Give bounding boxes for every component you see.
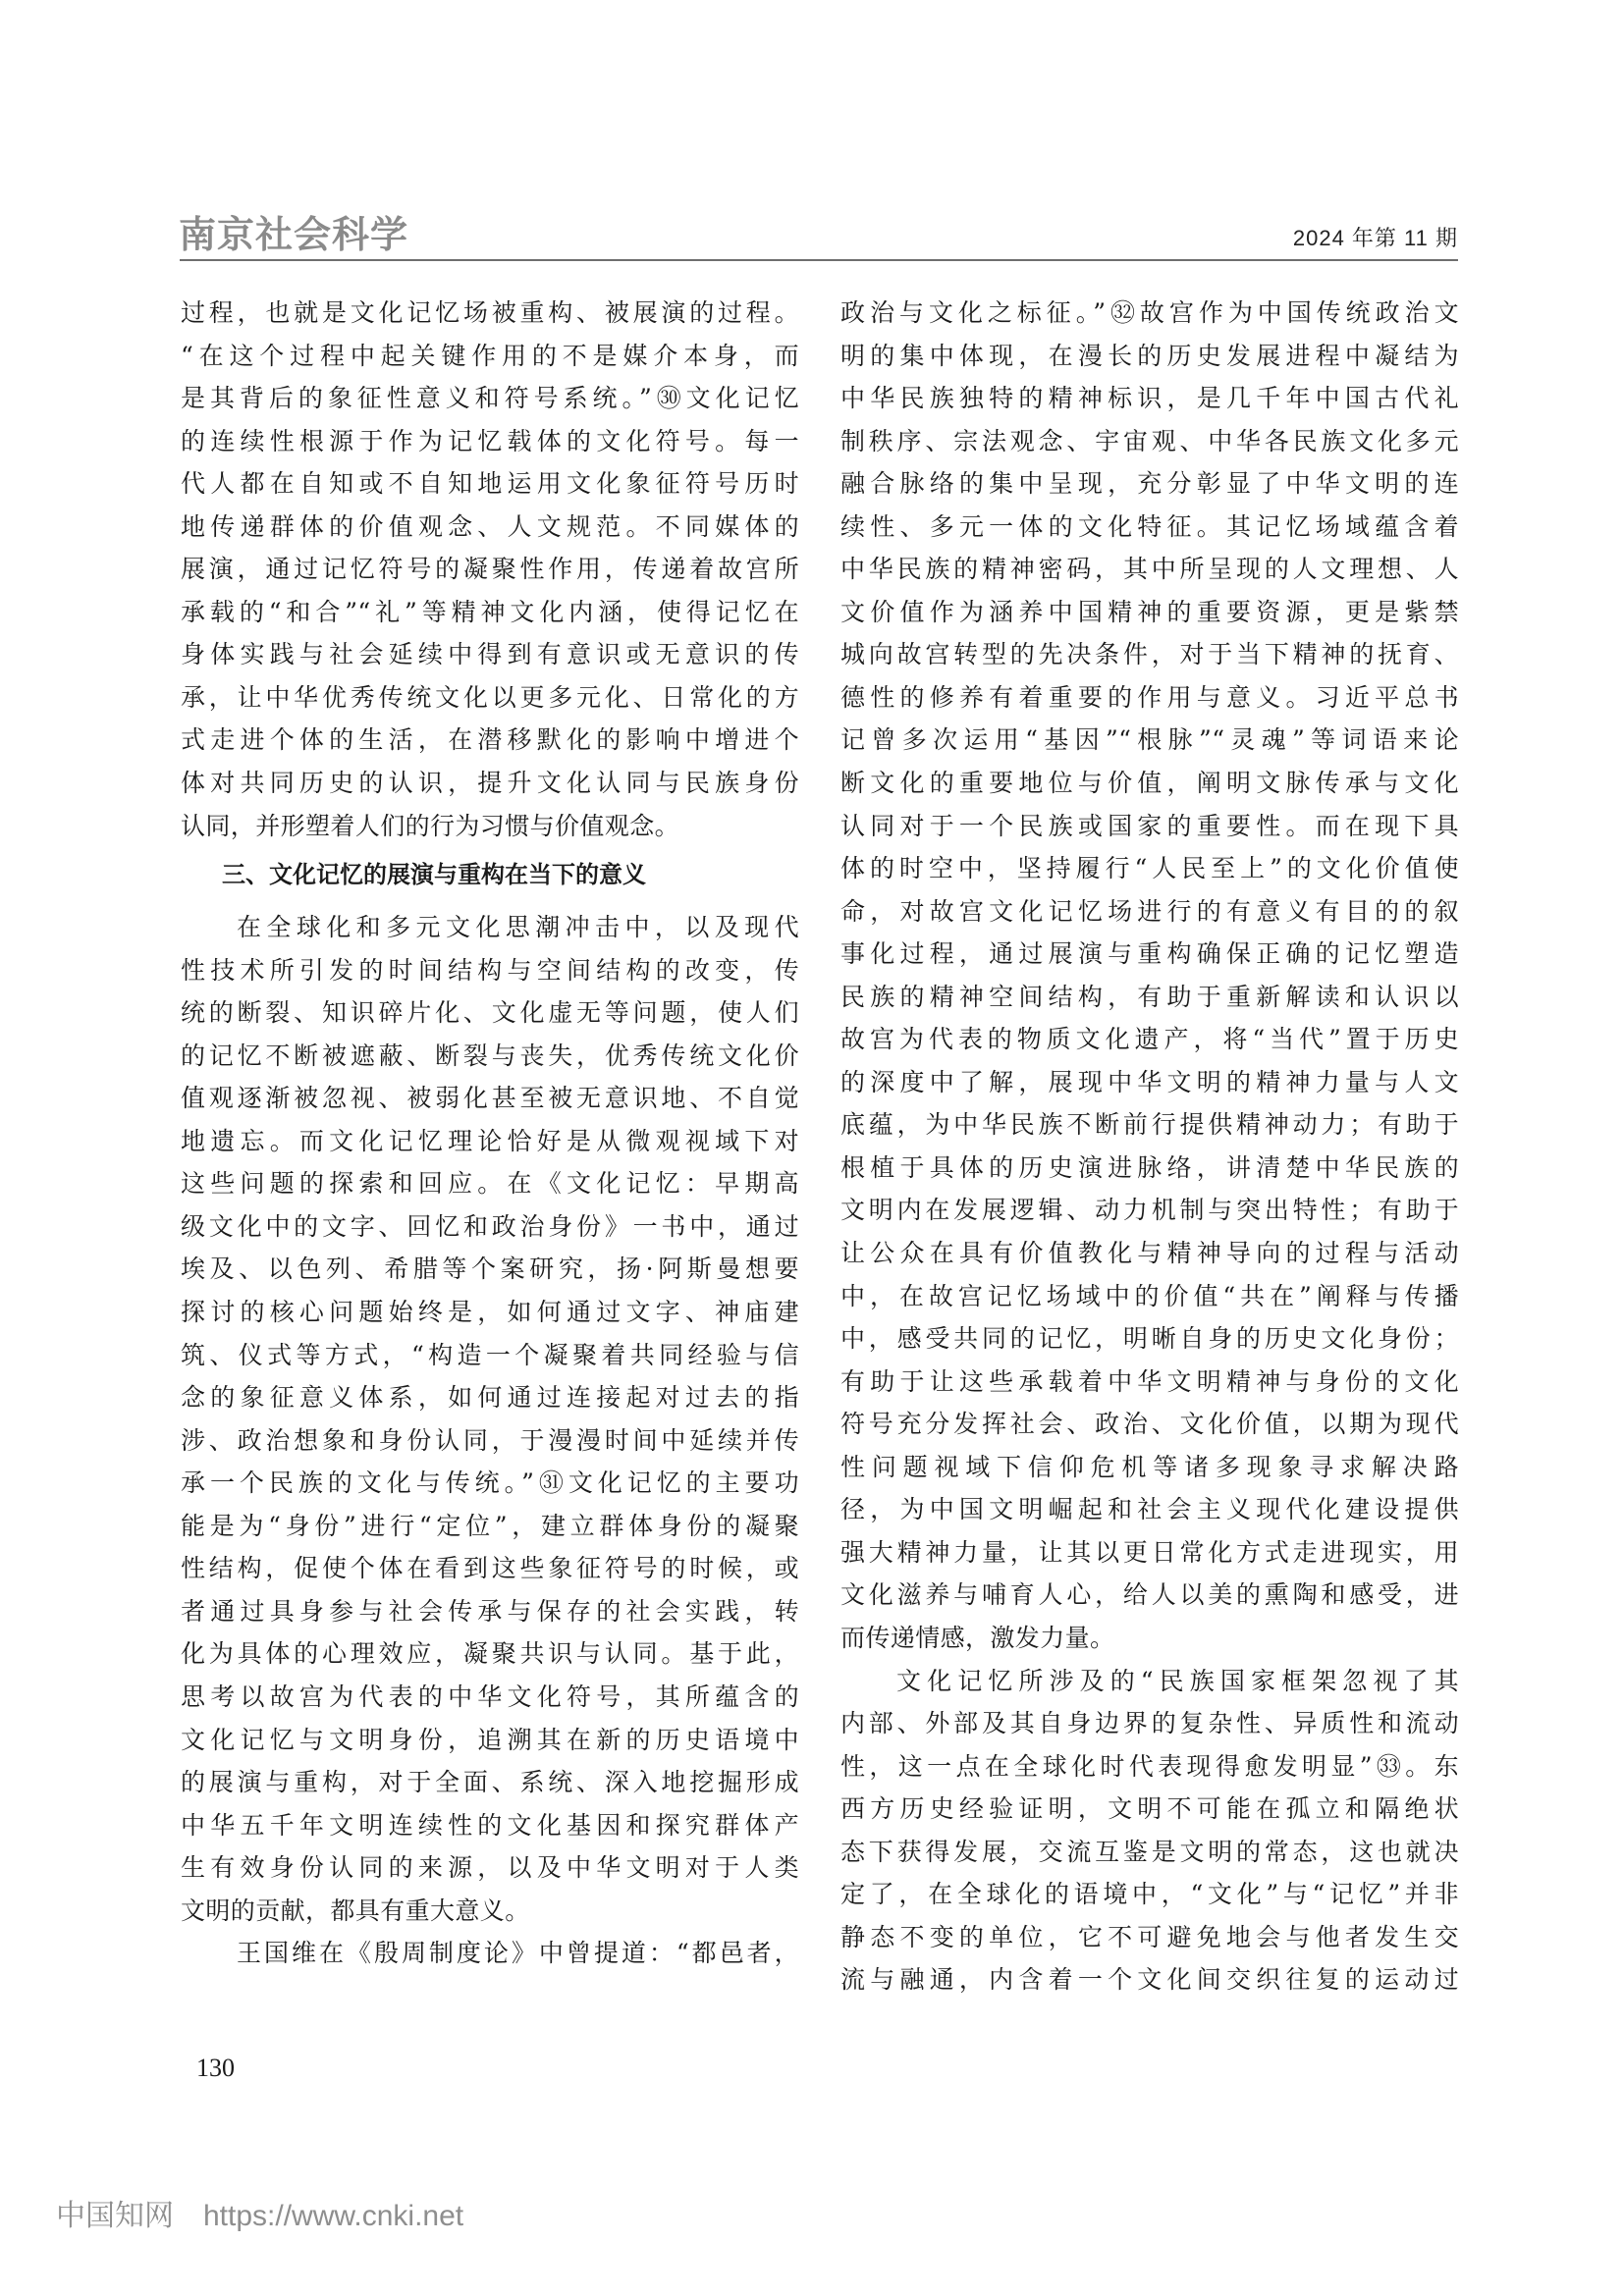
text-line: 值观逐渐被忽视、被弱化甚至被无意识地、不自觉 bbox=[181, 1084, 799, 1113]
text-line: 断文化的重要地位与价值，阐明文脉传承与文化 bbox=[840, 769, 1459, 798]
section-heading: 三、文化记忆的展演与重构在当下的意义 bbox=[222, 861, 646, 889]
text-line: 级文化中的文字、回忆和政治身份》一书中，通过 bbox=[181, 1211, 799, 1241]
text-line: 中，感受共同的记忆，明晰自身的历史文化身份； bbox=[840, 1324, 1459, 1354]
text-line: 德性的修养有着重要的作用与意义。习近平总书 bbox=[840, 682, 1459, 712]
text-line: 明的集中体现，在漫长的历史发展进程中凝结为 bbox=[840, 341, 1459, 370]
paragraph bbox=[181, 1932, 799, 1975]
text-line: 续性、多元一体的文化特征。其记忆场域蕴含着 bbox=[840, 511, 1459, 541]
text-line: 融合脉络的集中呈现，充分彰显了中华文明的连 bbox=[840, 469, 1459, 499]
text-line: 性技术所引发的时间结构与空间结构的改变，传 bbox=[181, 955, 799, 985]
text-line: 认同对于一个民族或国家的重要性。而在现下具 bbox=[840, 811, 1459, 840]
text-line: 故宫为代表的物质文化遗产，将“当代”置于历史 bbox=[840, 1025, 1459, 1054]
text-line: 命，对故宫文化记忆场进行的有意义有目的的叙 bbox=[840, 896, 1459, 926]
text-line: 而传递情感，激发力量。 bbox=[840, 1623, 1115, 1652]
text-line: 强大精神力量，让其以更日常化方式走进现实，用 bbox=[840, 1537, 1459, 1567]
text-line: 埃及、以色列、希腊等个案研究，扬·阿斯曼想要 bbox=[181, 1255, 799, 1284]
text-line: 地传递群体的价值观念、人文规范。不同媒体的 bbox=[181, 511, 799, 541]
text-line: 文化滋养与哺育人心，给人以美的熏陶和感受，进 bbox=[840, 1580, 1459, 1610]
text-line: 性结构，促使个体在看到这些象征符号的时候，或 bbox=[181, 1554, 799, 1583]
text-line: 涉、政治想象和身份认同，于漫漫时间中延续并传 bbox=[181, 1425, 799, 1455]
text-line: 定了，在全球化的语境中，“文化”与“记忆”并非 bbox=[840, 1880, 1459, 1909]
text-line: 中，在故宫记忆场域中的价值“共在”阐释与传播 bbox=[840, 1281, 1459, 1310]
text-line: 统的断裂、知识碎片化、文化虚无等问题，使人们 bbox=[181, 998, 799, 1028]
text-line: 认同，并形塑着人们的行为习惯与价值观念。 bbox=[181, 811, 680, 840]
text-line: 代人都在自知或不自知地运用文化象征符号历时 bbox=[181, 469, 799, 499]
text-line: 展演，通过记忆符号的凝聚性作用，传递着故宫所 bbox=[181, 555, 799, 584]
text-line: 静态不变的单位，它不可避免地会与他者发生交 bbox=[840, 1922, 1459, 1951]
text-line: 体对共同历史的认识，提升文化认同与民族身份 bbox=[181, 769, 799, 798]
text-line: 式走进个体的生活，在潜移默化的影响中增进个 bbox=[181, 725, 799, 755]
text-line: 符号充分发挥社会、政治、文化价值，以期为现代 bbox=[840, 1410, 1459, 1439]
text-line: 径，为中国文明崛起和社会主义现代化建设提供 bbox=[840, 1495, 1459, 1524]
text-line: 性，这一点在全球化时代表现得愈发明显”㉝。东 bbox=[840, 1751, 1459, 1781]
text-line: 政治与文化之标征。”㉜故宫作为中国传统政治文 bbox=[840, 298, 1459, 327]
text-line: 记曾多次运用“基因”“根脉”“灵魂”等词语来论 bbox=[840, 725, 1459, 755]
text-line: 文明的贡献，都具有重大意义。 bbox=[181, 1896, 530, 1925]
text-line: 过程，也就是文化记忆场被重构、被展演的过程。 bbox=[181, 298, 799, 327]
text-line: 事化过程，通过展演与重构确保正确的记忆塑造 bbox=[840, 939, 1459, 969]
text-line: 流与融通，内含着一个文化间交织往复的运动过 bbox=[840, 1965, 1459, 1995]
paragraph bbox=[840, 1660, 1459, 2002]
text-line: 文化记忆与文明身份，追溯其在新的历史语境中 bbox=[181, 1725, 799, 1754]
text-line: 底蕴，为中华民族不断前行提供精神动力；有助于 bbox=[840, 1110, 1459, 1140]
text-line: 承一个民族的文化与传统。”㉛文化记忆的主要功 bbox=[181, 1468, 799, 1498]
text-line: 生有效身份认同的来源，以及中华文明对于人类 bbox=[181, 1853, 799, 1883]
text-line: 身体实践与社会延续中得到有意识或无意识的传 bbox=[181, 640, 799, 669]
text-line: 承载的“和合”“礼”等精神文化内涵，使得记忆在 bbox=[181, 597, 799, 626]
text-line: 制秩序、宗法观念、宇宙观、中华各民族文化多元 bbox=[840, 426, 1459, 455]
text-line: 体的时空中，坚持履行“人民至上”的文化价值使 bbox=[840, 854, 1459, 883]
text-line: 是其背后的象征性意义和符号系统。”㉚文化记忆 bbox=[181, 384, 799, 413]
text-line: 者通过具身参与社会传承与保存的社会实践，转 bbox=[181, 1596, 799, 1626]
text-line: 城向故宫转型的先决条件，对于当下精神的抚育、 bbox=[840, 640, 1459, 669]
text-line: 这些问题的探索和回应。在《文化记忆：早期高 bbox=[181, 1169, 799, 1199]
text-line: 化为具体的心理效应，凝聚共识与认同。基于此， bbox=[181, 1639, 799, 1669]
issue-number: 2024 年第 11 期 bbox=[1292, 226, 1458, 250]
text-line: 探讨的核心问题始终是，如何通过文字、神庙建 bbox=[181, 1298, 799, 1327]
text-line: 内部、外部及其自身边界的复杂性、异质性和流动 bbox=[840, 1709, 1459, 1738]
text-line: 态下获得发展，交流互鉴是文明的常态，这也就决 bbox=[840, 1837, 1459, 1866]
text-line: 性问题视域下信仰危机等诸多现象寻求解决路 bbox=[840, 1452, 1459, 1481]
text-line: 让公众在具有价值教化与精神导向的过程与活动 bbox=[840, 1239, 1459, 1268]
header-rule bbox=[180, 259, 1458, 261]
page-number: 130 bbox=[196, 2054, 235, 2082]
text-line: 王国维在《殷周制度论》中曾提道：“都邑者， bbox=[237, 1939, 799, 1968]
text-line: “在这个过程中起关键作用的不是媒介本身，而 bbox=[181, 341, 799, 370]
text-line: 根植于具体的历史演进脉络，讲清楚中华民族的 bbox=[840, 1152, 1459, 1182]
right-column bbox=[840, 292, 1459, 2002]
text-line: 的连续性根源于作为记忆载体的文化符号。每一 bbox=[181, 426, 799, 455]
text-line: 有助于让这些承载着中华文明精神与身份的文化 bbox=[840, 1366, 1459, 1396]
text-line: 西方历史经验证明，文明不可能在孤立和隔绝状 bbox=[840, 1794, 1459, 1824]
text-line: 文化记忆所涉及的“民族国家框架忽视了其 bbox=[896, 1666, 1459, 1695]
text-line: 能是为“身份”进行“定位”，建立群体身份的凝聚 bbox=[181, 1511, 799, 1540]
text-line: 中华民族的精神密码，其中所呈现的人文理想、人 bbox=[840, 555, 1459, 584]
text-line: 的展演与重构，对于全面、系统、深入地挖掘形成 bbox=[181, 1768, 799, 1797]
watermark-site-name: 中国知网 bbox=[56, 2200, 174, 2232]
watermark-url[interactable]: https://www.cnki.net bbox=[203, 2200, 464, 2232]
left-column bbox=[181, 292, 799, 1975]
text-line: 中华五千年文明连续性的文化基因和探究群体产 bbox=[181, 1810, 799, 1840]
text-line: 的深度中了解，展现中华文明的精神力量与人文 bbox=[840, 1067, 1459, 1096]
text-line: 文价值作为涵养中国精神的重要资源，更是紫禁 bbox=[840, 597, 1459, 626]
text-line: 思考以故宫为代表的中华文化符号，其所蕴含的 bbox=[181, 1682, 799, 1711]
text-line: 地遗忘。而文化记忆理论恰好是从微观视域下对 bbox=[181, 1126, 799, 1155]
text-line: 筑、仪式等方式，“构造一个凝聚着共同经验与信 bbox=[181, 1340, 799, 1369]
cnki-watermark bbox=[56, 2191, 463, 2234]
journal-title: 南京社会科学 bbox=[179, 212, 409, 256]
text-line: 在全球化和多元文化思潮冲击中，以及现代 bbox=[237, 913, 799, 942]
text-line: 中华民族独特的精神标识，是几千年中国古代礼 bbox=[840, 384, 1459, 413]
text-line: 文明内在发展逻辑、动力机制与突出特性；有助于 bbox=[840, 1196, 1459, 1225]
paragraph bbox=[840, 292, 1459, 1660]
paragraph bbox=[181, 906, 799, 1932]
text-line: 念的象征意义体系，如何通过连接起对过去的指 bbox=[181, 1383, 799, 1413]
text-line: 民族的精神空间结构，有助于重新解读和认识以 bbox=[840, 982, 1459, 1011]
text-line: 的记忆不断被遮蔽、断裂与丧失，优秀传统文化价 bbox=[181, 1041, 799, 1070]
paragraph bbox=[181, 292, 799, 847]
text-line: 承，让中华优秀传统文化以更多元化、日常化的方 bbox=[181, 682, 799, 712]
